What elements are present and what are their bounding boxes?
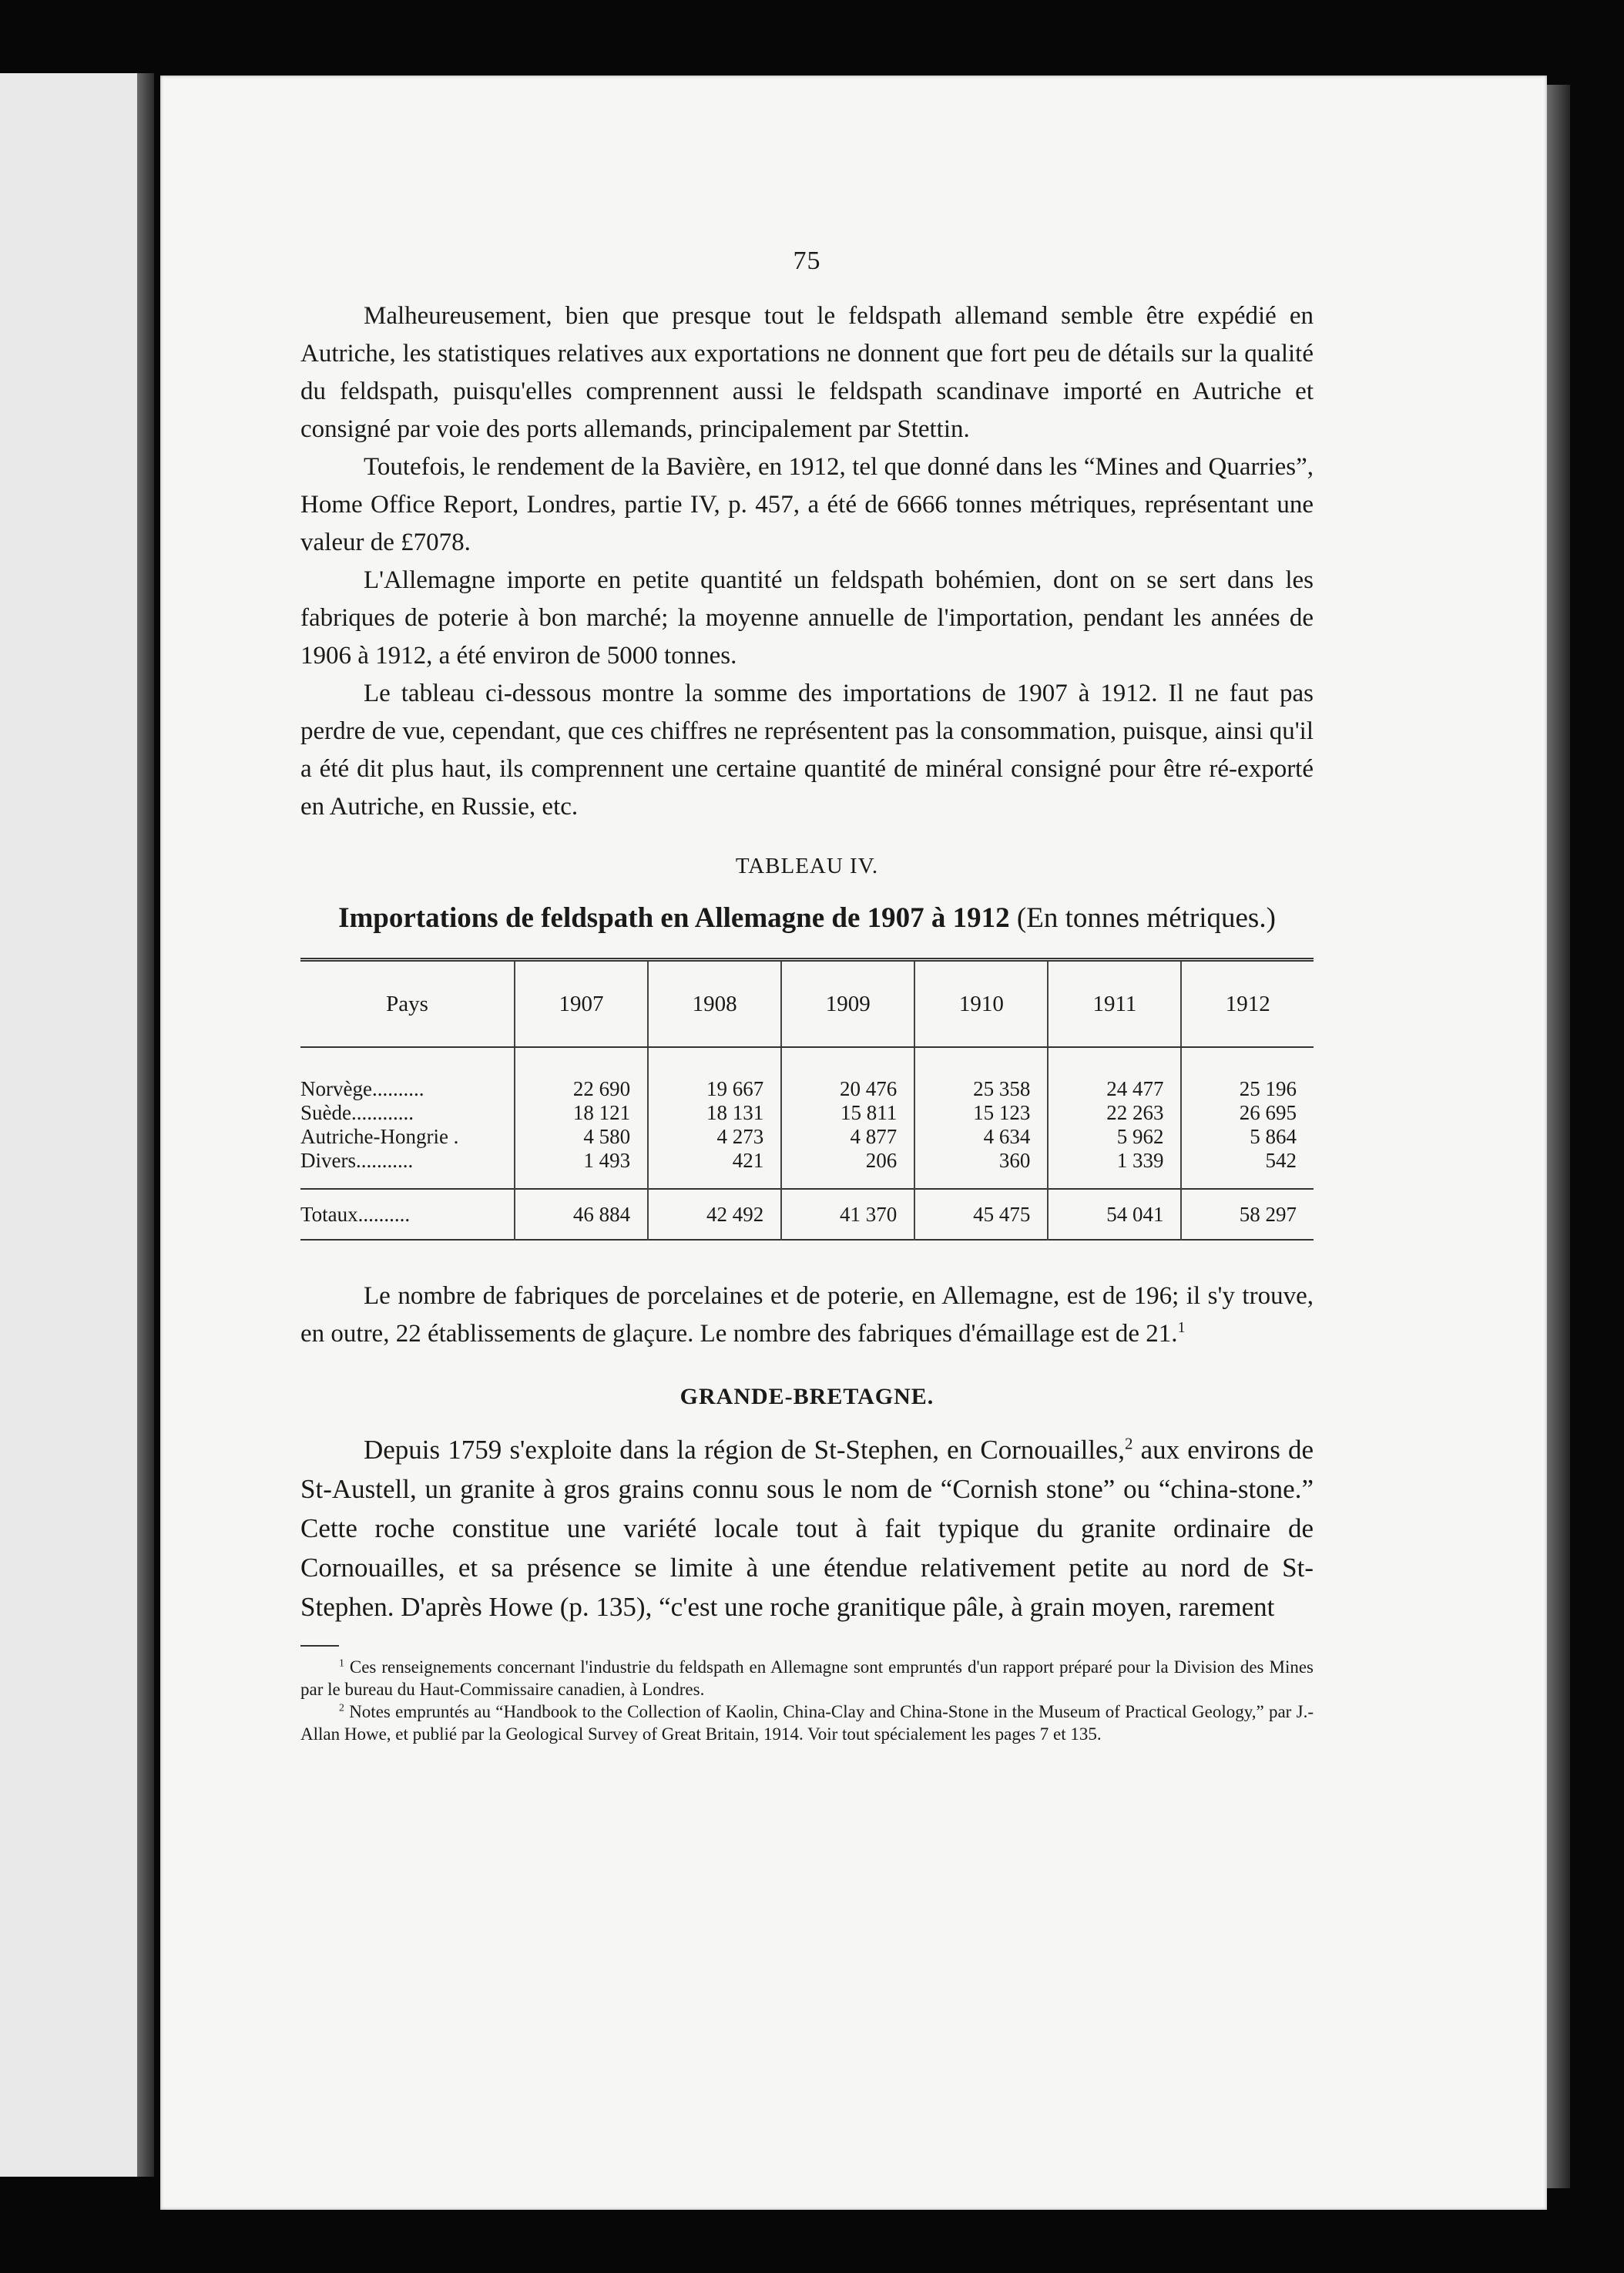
total-cell: 58 297 — [1181, 1189, 1314, 1240]
value-cell: 24 477 — [1048, 1077, 1181, 1101]
section-heading: GRANDE-BRETAGNE. — [679, 1384, 934, 1409]
table-title — [300, 902, 1314, 935]
value-cell: 18 131 — [648, 1101, 781, 1125]
table-spacer — [300, 1173, 1314, 1189]
previous-page-edge — [0, 73, 143, 2177]
table-row — [300, 1101, 1314, 1125]
totals-row — [300, 1189, 1314, 1240]
value-cell: 206 — [781, 1149, 914, 1173]
value-cell: 4 877 — [781, 1125, 914, 1149]
value-cell: 4 634 — [914, 1125, 1048, 1149]
footnote-text: Notes empruntés au “Handbook to the Collection of Kaolin, China-Clay and China-Stone in the Museum of Practical Geology,” par J.-Allan Howe, et publié par la Geological Survey of Great Britain, 1914. Voir tout spécialement les pages 7 et 135. — [300, 1702, 1314, 1744]
country-cell: Autriche-Hongrie . — [300, 1125, 459, 1148]
paragraph-after-table — [300, 1278, 1314, 1353]
table-title-main: Importations de feldspath en Allemagne de 1907 à 1912 — [338, 902, 1010, 934]
value-cell: 22 690 — [515, 1077, 648, 1101]
header-1911: 1911 — [1048, 960, 1181, 1048]
table-row — [300, 1077, 1314, 1101]
value-cell: 5 962 — [1048, 1125, 1181, 1149]
footnote-rule — [300, 1645, 339, 1647]
paragraph-1: Malheureusement, bien que presque tout le feldspath allemand semble être expédié en Autriche, les statistiques relatives aux exportations ne donnent que fort peu de détails sur la qualité du feldspath, puisqu'elles comprennent aussi le feldspath scandinave importé en Autriche et consigné par voie des ports allemands, principalement par Stettin. — [300, 302, 1314, 443]
totals-label: Totaux.......... — [300, 1189, 515, 1240]
value-cell: 360 — [914, 1149, 1048, 1173]
table-header-row — [300, 960, 1314, 1048]
table-row — [300, 1125, 1314, 1149]
section-paragraph — [300, 1430, 1314, 1627]
table-row — [300, 1149, 1314, 1173]
footnote-text: Ces renseignements concernant l'industrie du feldspath en Allemagne sont empruntés d'un rapport préparé pour la Division des Mines par le bureau du Haut-Commissaire canadien, à Londres. — [300, 1657, 1314, 1699]
footnotes — [300, 1656, 1314, 1745]
total-cell: 46 884 — [515, 1189, 648, 1240]
header-1907: 1907 — [515, 960, 648, 1048]
footnote-1 — [300, 1656, 1314, 1701]
value-cell: 20 476 — [781, 1077, 914, 1101]
section-text-b: aux environs de St-Austell, un granite à gros grains connu sous le nom de “Cornish stone” ou “china-stone.” Cette roche constitue une variété locale tout à fait typique du granite ordinaire de Cornouailles, et sa présence se limite à une étendue relativement petite au nord de St-Stephen. D'après Howe (p. 135), “c'est une roche granitique pâle, à grain moyen, rarement — [300, 1435, 1314, 1622]
value-cell: 25 358 — [914, 1077, 1048, 1101]
value-cell: 19 667 — [648, 1077, 781, 1101]
footnote-ref-1: 1 — [1177, 1319, 1186, 1336]
value-cell: 1 339 — [1048, 1149, 1181, 1173]
header-pays: Pays — [300, 960, 515, 1048]
header-1912: 1912 — [1181, 960, 1314, 1048]
value-cell: 5 864 — [1181, 1125, 1314, 1149]
header-1909: 1909 — [781, 960, 914, 1048]
section-text-a: Depuis 1759 s'exploite dans la région de St-Stephen, en Cornouailles, — [364, 1435, 1125, 1465]
value-cell: 25 196 — [1181, 1077, 1314, 1101]
value-cell: 4 273 — [648, 1125, 781, 1149]
value-cell: 421 — [648, 1149, 781, 1173]
footnote-ref-2: 2 — [1124, 1434, 1133, 1453]
total-cell: 54 041 — [1048, 1189, 1181, 1240]
value-cell: 1 493 — [515, 1149, 648, 1173]
table-spacer — [300, 1047, 1314, 1077]
value-cell: 26 695 — [1181, 1101, 1314, 1125]
table-title-unit: (En tonnes métriques.) — [1009, 902, 1276, 934]
paragraph-3: L'Allemagne importe en petite quantité un feldspath bohémien, dont on se sert dans les fabriques de poterie à bon marché; la moyenne annuelle de l'importation, pendant les années de 1906 à 1912, a été environ de 5000 tonnes. — [300, 566, 1314, 670]
total-cell: 41 370 — [781, 1189, 914, 1240]
footnote-mark: 2 — [339, 1701, 344, 1714]
value-cell: 4 580 — [515, 1125, 648, 1149]
table-label: TABLEAU IV. — [735, 854, 879, 878]
value-cell: 15 811 — [781, 1101, 914, 1125]
page-content — [300, 231, 1314, 1745]
value-cell: 15 123 — [914, 1101, 1048, 1125]
total-cell: 45 475 — [914, 1189, 1048, 1240]
page-number: 75 — [793, 247, 821, 275]
paragraph-4: Le tableau ci-dessous montre la somme des importations de 1907 à 1912. Il ne faut pas perdre de vue, cependant, que ces chiffres ne représentent pas la consommation, puisque, ainsi qu'il a été dit plus haut, ils comprennent une certaine quantité de minéral consigné pour être ré-exporté en Autriche, en Russie, etc. — [300, 680, 1314, 821]
footnote-mark: 1 — [339, 1657, 344, 1669]
value-cell: 22 263 — [1048, 1101, 1181, 1125]
header-1910: 1910 — [914, 960, 1048, 1048]
country-cell: Suède............ — [300, 1101, 414, 1124]
paragraph-after-table-text: Le nombre de fabriques de porcelaines et de poterie, en Allemagne, est de 196; il s'y trouve, en outre, 22 établissements de glaçure. Le nombre des fabriques d'émaillage est de 21. — [300, 1282, 1314, 1348]
header-1908: 1908 — [648, 960, 781, 1048]
footnote-2 — [300, 1701, 1314, 1745]
country-cell: Norvège.......... — [300, 1077, 424, 1100]
book-gutter — [137, 73, 154, 2177]
paragraph-2: Toutefois, le rendement de la Bavière, en 1912, tel que donné dans les “Mines and Quarries”, Home Office Report, Londres, partie IV, p. 457, a été de 6666 tonnes métriques, représentant une valeur de £7078. — [300, 453, 1314, 556]
page-edge-shadow — [1547, 85, 1570, 2188]
imports-table — [300, 958, 1314, 1241]
value-cell: 18 121 — [515, 1101, 648, 1125]
country-cell: Divers........... — [300, 1149, 414, 1172]
value-cell: 542 — [1181, 1149, 1314, 1173]
total-cell: 42 492 — [648, 1189, 781, 1240]
